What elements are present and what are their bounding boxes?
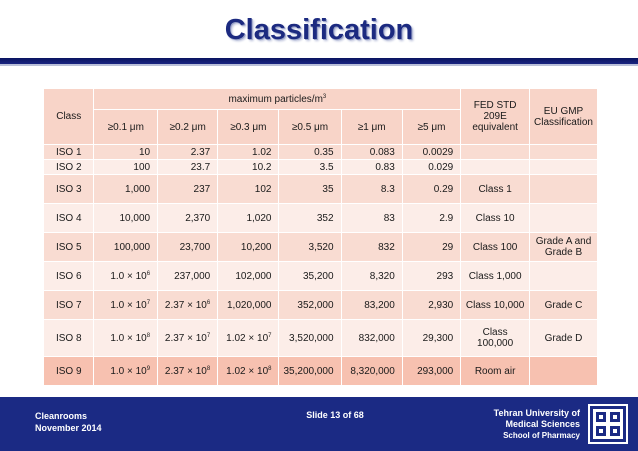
size-header: ≥0.5 μm [279,110,341,145]
table-row [44,320,598,357]
table-row [44,204,598,233]
value-cell: 1,000 [94,175,158,204]
value-cell: 29 [402,233,460,262]
footer-course-info [35,410,102,434]
value-cell: 1,020,000 [218,291,279,320]
eu-cell: Grade D [530,320,598,357]
value-cell: $1.0 \times 10^7$ [94,291,158,320]
class-header: Class [44,89,94,145]
size-header: ≥5 μm [402,110,460,145]
value-cell: $1.02 \times 10^7$ [218,320,279,357]
value-cell: 10,200 [218,233,279,262]
value-cell: 293 [402,262,460,291]
fed-cell: Room air [461,357,530,386]
value-cell: $2.37 \times 10^7$ [158,320,218,357]
size-header: ≥0.3 μm [218,110,279,145]
university-name-line2: Medical Sciences [505,419,580,429]
eu-gmp-header: EU GMP Classification [530,89,598,145]
value-cell: 0.35 [279,145,341,160]
value-cell: 0.0029 [402,145,460,160]
value-cell: 352 [279,204,341,233]
fed-cell [461,145,530,160]
value-cell: $1.02 \times 10^8$ [218,357,279,386]
value-cell: 10,000 [94,204,158,233]
value-cell: 2,370 [158,204,218,233]
value-cell: $1.0 \times 10^9$ [94,357,158,386]
value-cell: 1.02 [218,145,279,160]
value-cell: 100,000 [94,233,158,262]
value-cell: 352,000 [279,291,341,320]
class-cell: ISO 8 [44,320,94,357]
value-cell: 2.9 [402,204,460,233]
value-cell: 102 [218,175,279,204]
title-divider-shadow [0,64,638,66]
value-cell: 35,200 [279,262,341,291]
value-cell: 0.083 [341,145,402,160]
value-cell: 0.29 [402,175,460,204]
value-cell: 83 [341,204,402,233]
class-cell: ISO 3 [44,175,94,204]
university-logo-icon [588,404,628,444]
footer-institution [494,408,580,441]
value-cell: 102,000 [218,262,279,291]
value-cell: 1,020 [218,204,279,233]
table-row [44,160,598,175]
value-cell: 10.2 [218,160,279,175]
classification-table [43,88,598,386]
value-cell: 8,320,000 [341,357,402,386]
value-cell: 8.3 [341,175,402,204]
fed-cell: Class 10 [461,204,530,233]
value-cell: 0.029 [402,160,460,175]
value-cell: 35,200,000 [279,357,341,386]
university-name-line1: Tehran University of [493,408,580,418]
value-cell: 3,520,000 [279,320,341,357]
size-header: ≥0.1 μm [94,110,158,145]
eu-cell [530,357,598,386]
table-row [44,145,598,160]
value-cell: 83,200 [341,291,402,320]
table-row [44,291,598,320]
value-cell: $1.0 \times 10^8$ [94,320,158,357]
eu-cell [530,262,598,291]
eu-cell: Grade C [530,291,598,320]
value-cell: 0.83 [341,160,402,175]
slide-title: Classification [224,14,414,46]
eu-cell [530,204,598,233]
class-cell: ISO 7 [44,291,94,320]
value-cell: 3,520 [279,233,341,262]
fed-cell: Class 10,000 [461,291,530,320]
fed-cell: Class 1,000 [461,262,530,291]
table-row [44,262,598,291]
slide-number: Slide 13 of 68 [306,410,364,420]
school-name: School of Pharmacy [503,431,580,440]
value-cell: 23.7 [158,160,218,175]
class-cell: ISO 2 [44,160,94,175]
fed-cell: Class 100,000 [461,320,530,357]
value-cell: 237 [158,175,218,204]
fed-std-header: FED STD 209E equivalent [461,89,530,145]
footer-date: November 2014 [35,423,102,433]
fed-cell [461,160,530,175]
value-cell: 237,000 [158,262,218,291]
size-header: ≥1 μm [341,110,402,145]
value-cell: 10 [94,145,158,160]
class-cell: ISO 5 [44,233,94,262]
fed-cell: Class 1 [461,175,530,204]
eu-cell [530,160,598,175]
value-cell: 2.37 [158,145,218,160]
footer-course: Cleanrooms [35,411,88,421]
value-cell: $2.37 \times 10^6$ [158,291,218,320]
eu-cell [530,175,598,204]
value-cell: 832 [341,233,402,262]
table-row [44,357,598,386]
footer-bar [0,397,638,451]
class-cell: ISO 1 [44,145,94,160]
value-cell: 293,000 [402,357,460,386]
value-cell: 8,320 [341,262,402,291]
table-row [44,175,598,204]
value-cell: 29,300 [402,320,460,357]
class-cell: ISO 6 [44,262,94,291]
value-cell: 832,000 [341,320,402,357]
eu-cell [530,145,598,160]
table-row [44,233,598,262]
eu-cell: Grade A and Grade B [530,233,598,262]
value-cell: 2,930 [402,291,460,320]
value-cell: 100 [94,160,158,175]
value-cell: 35 [279,175,341,204]
value-cell: 3.5 [279,160,341,175]
class-cell: ISO 4 [44,204,94,233]
value-cell: $2.37 \times 10^8$ [158,357,218,386]
fed-cell: Class 100 [461,233,530,262]
value-cell: 23,700 [158,233,218,262]
size-header: ≥0.2 μm [158,110,218,145]
class-cell: ISO 9 [44,357,94,386]
particles-group-header: maximum particles/$m^3$ [94,89,461,110]
value-cell: $1.0 \times 10^6$ [94,262,158,291]
